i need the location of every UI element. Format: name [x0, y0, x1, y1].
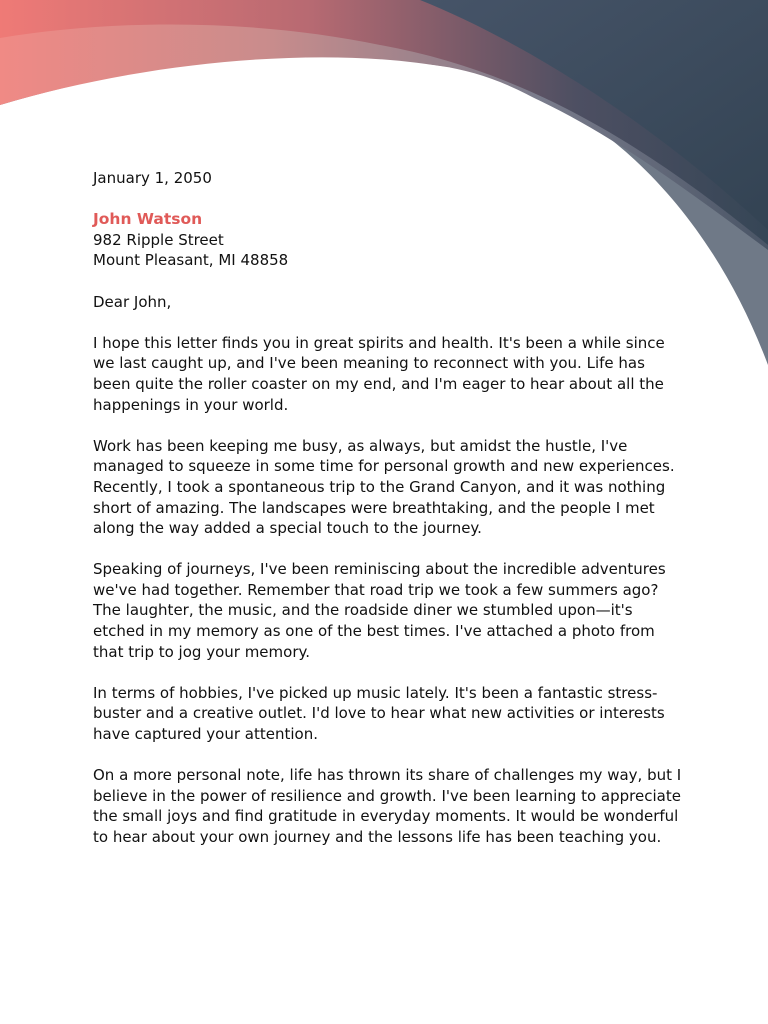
body-paragraph: On a more personal note, life has thrown its share of challenges my way, but I believe in the power of resilience and growth. I've been learning to appreciate the small joys and find gratitude in everyday moments. It would be wonderful to hear about your own journey and the lessons life has been teaching you. [93, 766, 682, 846]
recipient-name: John Watson [93, 210, 203, 229]
recipient-street: 982 Ripple Street [93, 230, 224, 249]
recipient-city-line: Mount Pleasant, MI 48858 [93, 251, 289, 270]
letter-body [93, 168, 683, 868]
body-paragraph: Work has been keeping me busy, as always, but amidst the hustle, I've managed to squeeze in some time for personal growth and new experiences. Recently, I took a spontaneous trip to the Grand Canyon, and it was nothing short of amazing. The landscapes were breathtaking, and the people I met along the way added a special touch to the journey. [93, 436, 675, 538]
letter-date: January 1, 2050 [93, 169, 212, 187]
salutation: Dear John, [93, 292, 172, 311]
body-paragraph: Speaking of journeys, I've been reminiscing about the incredible adventures we've had together. Remember that road trip we took a few summers ago? The laughter, the music, and the roadside diner we stumbled upon—it's etched in my memory as one of the best times. I've attached a photo from that trip to jog your memory. [93, 560, 666, 661]
body-paragraph: In terms of hobbies, I've picked up music lately. It's been a fantastic stress-buster and a creative outlet. I'd love to hear what new activities or interests have captured your attention. [93, 683, 665, 744]
body-paragraph: I hope this letter finds you in great spirits and health. It's been a while since we last caught up, and I've been meaning to reconnect with you. Life has been quite the roller coaster on my end, and I'm eager to hear about all the happenings in your world. [93, 333, 665, 414]
recipient-address-block [93, 209, 683, 271]
